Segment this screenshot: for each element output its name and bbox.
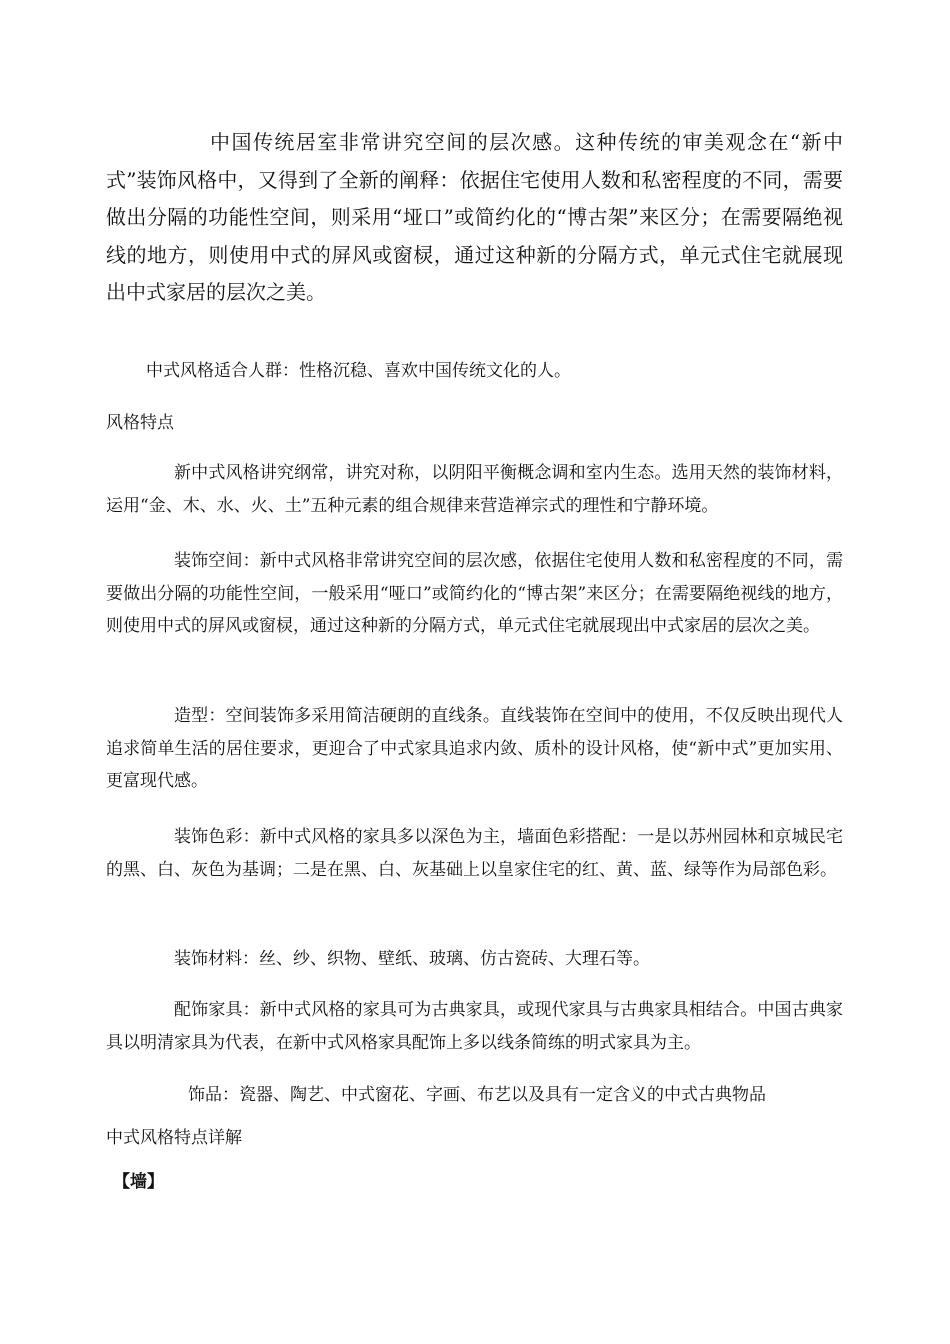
suitable-people-line: 中式风格适合人群：性格沉稳、喜欢中国传统文化的人。 bbox=[146, 361, 571, 381]
decor-color-paragraph: 装饰色彩：新中式风格的家具多以深色为主，墙面色彩搭配：一是以苏州园林和京城民宅的黑、白、灰色为基调；二是在黑、白、灰基础上以皇家住宅的红、黄、蓝、绿等作为局部色彩。 bbox=[106, 827, 843, 880]
features-intro-paragraph: 新中式风格讲究纲常，讲究对称，以阴阳平衡概念调和室内生态。选用天然的装饰材料，运用“金、木、水、火、土”五种元素的组合规律来营造禅宗式的理性和宁静环境。 bbox=[106, 463, 843, 516]
ornaments-line: 饰品：瓷器、陶艺、中式窗花、字画、布艺以及具有一定含义的中式古典物品 bbox=[188, 1085, 766, 1105]
features-heading: 风格特点 bbox=[106, 413, 174, 433]
furniture-paragraph: 配饰家具：新中式风格的家具可为古典家具，或现代家具与古典家具相结合。中国古典家具以明清家具为代表，在新中式风格家具配饰上多以线条简练的明式家具为主。 bbox=[106, 1000, 843, 1053]
intro-paragraph: 中国传统居室非常讲究空间的层次感。这种传统的审美观念在“新中式”装饰风格中，又得到了全新的阐释：依据住宅使用人数和私密程度的不同，需要做出分隔的功能性空间，则采用“垭口”或简约化的“博古架”来区分；在需要隔绝视线的地方，则使用中式的屏风或窗棂，通过这种新的分隔方式，单元式住宅就展现出中式家居的层次之美。 bbox=[106, 130, 843, 304]
decor-material-line: 装饰材料：丝、纱、织物、壁纸、玻璃、仿古瓷砖、大理石等。 bbox=[174, 949, 650, 969]
shape-paragraph: 造型：空间装饰多采用简洁硬朗的直线条。直线装饰在空间中的使用，不仅反映出现代人追求简单生活的居住要求，更迎合了中式家具追求内敛、质朴的设计风格，使“新中式”更加实用、更富现代感。 bbox=[106, 706, 843, 791]
wall-heading: 【墙】 bbox=[113, 1172, 164, 1192]
decor-space-paragraph: 装饰空间：新中式风格非常讲究空间的层次感，依据住宅使用人数和私密程度的不同，需要做出分隔的功能性空间，一般采用“哑口”或简约化的“博古架”来区分；在需要隔绝视线的地方，则使用中式的屏风或窗棂，通过这种新的分隔方式，单元式住宅就展现出中式家居的层次之美。 bbox=[106, 551, 843, 636]
details-heading: 中式风格特点详解 bbox=[106, 1128, 242, 1148]
